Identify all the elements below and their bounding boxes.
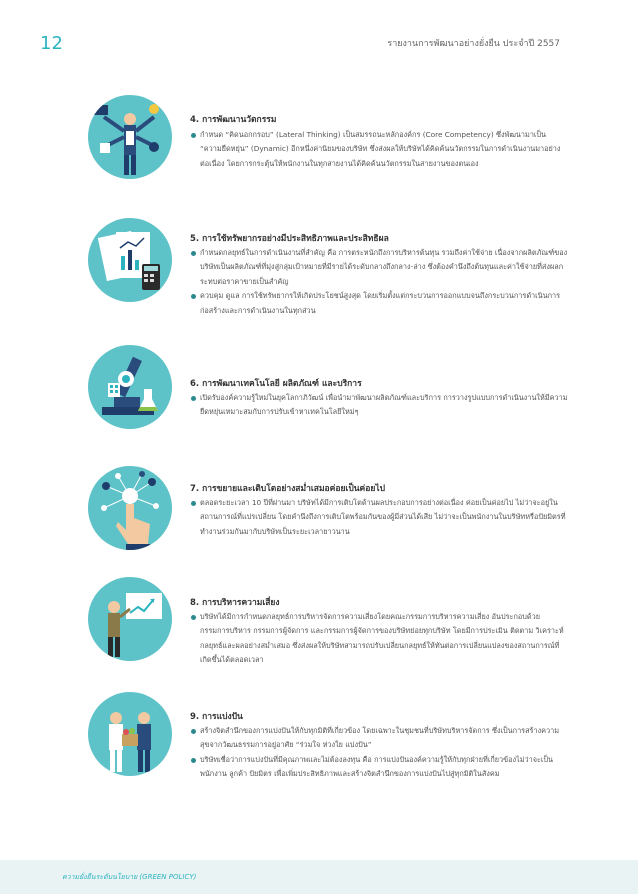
touch-network-icon [88, 466, 172, 550]
bullet-item: ควบคุม ดูแล การใช้ทรัพยากรให้เกิดประโยชน์สูงสุด โดยเริ่มตั้งแต่กระบวนการออกแบบจนถึงกระบวนการดำเนินการก่อสร้างและการดำเนินงานในทุกส่วน [190, 289, 568, 318]
bullet-item: บริษัทเชื่อว่าการแบ่งปันที่มีคุณภาพและไม่ต้องลงทุน คือ การแบ่งปันองค์ความรู้ให้กับทุกฝ่ายที่เกี่ยวข้องไม่ว่าจะเป็นพนักงาน ลูกค้า ปัยมิตร เพื่อเพิ่มประสิทธิภาพและสร้างจิตสำนึกของการแบ่งปันไปสู่ทุกมิติในสังคม [190, 753, 568, 782]
bullet-item: กำหนดกลยุทธ์ในการดำเนินงานที่สำคัญ คือ การตระหนักถึงการบริหารต้นทุน รวมถึงค่าใช้จ่าย เนื่องจากผลิตภัณฑ์ของบริษัทเป็นผลิตภัณฑ์ที่มุ่งสู่กลุ่มเป้าหมายที่มีรายได้ระดับกลางถึงกลาง-ล่าง ซึ่งต้องคำนึงถึงต้นทุนและค่าใช้จ่ายที่ส่งผลกระทบต่อราคาขายเป็นสำคัญ [190, 246, 568, 289]
bullet-item: ตลอดระยะเวลา 10 ปีที่ผ่านมา บริษัทได้มีการเติบโตด้านผลประกอบการอย่างต่อเนื่อง ค่อยเป็นค่อยไป ไม่ว่าจะอยู่ในสถานการณ์ที่แปรเปลี่ยน โดยคำนึงถึงการเติบโตพร้อมกันของผู้มีส่วนได้เสีย ไม่ว่าจะเป็นพนักงานในบริษัทหรือปัยมิตรที่ทำงานร่วมกันมากับบริษัทเป็นระยะเวลายาวนาน [190, 496, 568, 539]
bullet-item: สร้างจิตสำนึกของการแบ่งปันให้กับทุกมิติที่เกี่ยวข้อง โดยเฉพาะในชุมชนที่บริษัทบริหารจัดการ ซึ่งเป็นการสร้างความสุขจากวัฒนธรรมการอยู่อาศัย “ร่วมใจ ห่วงใย แบ่งปัน” [190, 724, 568, 753]
section-title: 9. การแบ่งปัน [190, 712, 243, 722]
sharing-people-icon [88, 692, 172, 776]
section-title: 5. การใช้ทรัพยากรอย่างมีประสิทธิภาพและประสิทธิผล [190, 234, 389, 244]
section-title: 8. การบริหารความเสี่ยง [190, 598, 280, 608]
bullet-item: บริษัทได้มีการกำหนดกลยุทธ์การบริหารจัดการความเสี่ยงโดยคณะกรรมการบริหารความเสี่ยง อันประกอบด้วย กรรมการบริหาร กรรมการผู้จัดการ และกรรมการผู้จัดการของบริษัทย่อยทุกบริษัท โดยมีการประเมิน ติดตาม วิเคราะห์กลยุทธ์และผลอย่างสม่ำเสมอ ซึ่งส่งผลให้บริษัทสามารถปรับเปลี่ยนกลยุทธ์ให้ทันต่อการเปลี่ยนแปลงของสถานการณ์ที่เกิดขึ้นได้ตลอดเวลา [190, 610, 568, 668]
bullet-item: เปิดรับองค์ความรู้ใหม่ในยุคโลกาภิวัฒน์ เพื่อนำมาพัฒนาผลิตภัณฑ์และบริการ การวางรูปแบบการดำเนินงานให้มีความยืดหยุ่นเหมาะสมกับการปรับเข้าหาเทคโนโลยีใหม่ๆ [190, 391, 568, 420]
section-title: 4. การพัฒนานวัตกรรม [190, 115, 277, 125]
footer-text: ความยั่งยืนระดับนโยบาย (GREEN POLICY) [62, 873, 197, 881]
page-number: 12 [40, 33, 63, 54]
multitasking-businessman-icon [88, 95, 172, 179]
section-title: 7. การขยายและเติบโตอย่างสม่ำเสมอค่อยเป็นค่อยไป [190, 484, 385, 494]
documents-calculator-icon [88, 218, 172, 302]
bullet-item: กำหนด “คิดนอกกรอบ” (Lateral Thinking) เป็นสมรรถนะหลักองค์กร (Core Competency) ซึ่งพัฒนามาเป็น “ความยืดหยุ่น” (Dynamic) อีกหนึ่งค่านิยมของบริษัท ซึ่งส่งผลให้บริษัทได้คิดค้นนวัตกรรมในการดำเนินงานมาอย่างต่อเนื่อง โดยการกระตุ้นให้พนักงานในทุกสายงานได้คิดค้นนวัตกรรมในสายงานของตนเอง [190, 128, 568, 171]
section-title: 6. การพัฒนาเทคโนโลยี ผลิตภัณฑ์ และบริการ [190, 379, 362, 389]
report-title: รายงานการพัฒนาอย่างยั่งยืน ประจำปี 2557 [387, 39, 560, 49]
microscope-icon [88, 345, 172, 429]
risk-presentation-icon [88, 577, 172, 661]
footer-bar [0, 860, 638, 894]
